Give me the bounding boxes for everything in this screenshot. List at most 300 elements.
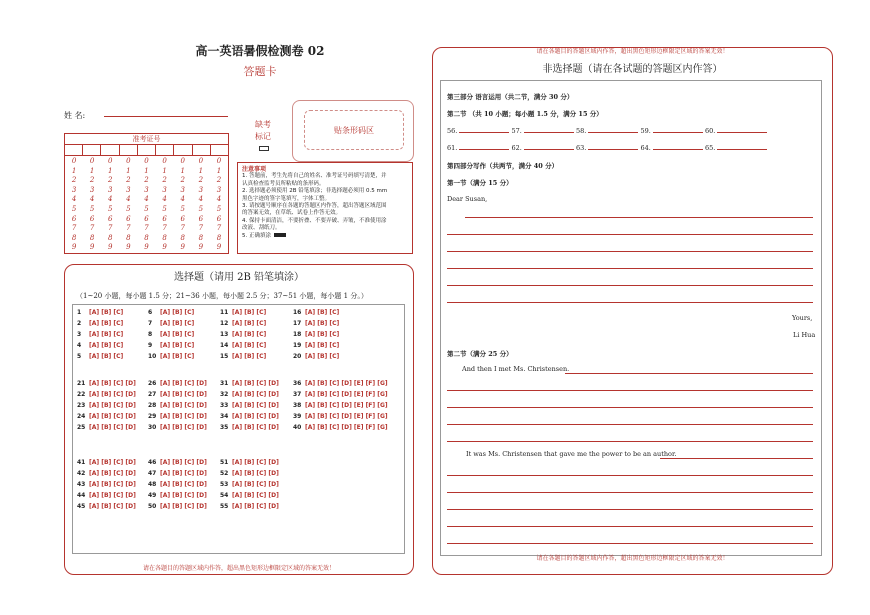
choice-item[interactable]: [148, 391, 207, 398]
choice-item-options[interactable]: [A] [B] [C] [D]: [232, 503, 279, 510]
choice-item[interactable]: [220, 459, 279, 466]
exam-id-cell[interactable]: [101, 145, 119, 155]
choice-item[interactable]: [77, 413, 136, 420]
exam-id-digit-bubble[interactable]: 2: [180, 176, 185, 185]
choice-item-options[interactable]: [A] [B] [C] [D]: [89, 402, 136, 409]
writing-line[interactable]: [565, 373, 813, 374]
choice-item[interactable]: [77, 391, 136, 398]
choice-item[interactable]: [77, 331, 123, 338]
choice-item[interactable]: [148, 320, 194, 327]
choice-item-options[interactable]: [A] [B] [C]: [160, 342, 195, 349]
choice-item[interactable]: [293, 424, 388, 431]
exam-id-digit-bubble[interactable]: 9: [108, 243, 113, 252]
choice-item-options[interactable]: [A] [B] [C] [D]: [160, 459, 207, 466]
part4-heading: 第四部分写作（共两节，满分 40 分）: [447, 162, 559, 170]
blank-line[interactable]: [588, 132, 638, 133]
choice-item-options[interactable]: [A] [B] [C] [D]: [89, 503, 136, 510]
choice-item[interactable]: [220, 331, 266, 338]
choice-item[interactable]: [148, 424, 207, 431]
exam-id-digit-bubble[interactable]: 9: [126, 243, 131, 252]
choice-item[interactable]: [220, 503, 279, 510]
blank-line[interactable]: [524, 149, 574, 150]
exam-id-digit-bubble[interactable]: 7: [144, 224, 149, 233]
choice-item[interactable]: [220, 320, 266, 327]
choice-item-options[interactable]: [A] [B] [C]: [89, 331, 124, 338]
blank-line[interactable]: [524, 132, 574, 133]
exam-id-digit-bubble[interactable]: 8: [89, 233, 95, 242]
choice-item-options[interactable]: [A] [B] [C] [D]: [232, 380, 279, 387]
notice-title: 注意事项: [242, 166, 267, 173]
exam-id-digit-bubble[interactable]: 6: [162, 214, 167, 223]
choice-item[interactable]: [293, 402, 388, 409]
choice-item[interactable]: [148, 402, 207, 409]
blank-line[interactable]: [717, 149, 767, 150]
exam-id-digit-bubble[interactable]: 6: [144, 214, 149, 223]
exam-id-digit-bubble[interactable]: 1: [126, 166, 131, 175]
notice-line: 黑色字迹的签字笔填写，字体工整。: [242, 195, 331, 202]
exam-id-grid: [64, 133, 229, 254]
choice-item-options[interactable]: [A] [B] [C] [D]: [160, 492, 207, 499]
part4-section2-heading: 第二节（满分 25 分）: [447, 350, 513, 358]
choice-item[interactable]: [148, 492, 207, 499]
choice-item[interactable]: [220, 391, 279, 398]
choice-item[interactable]: [77, 481, 136, 488]
exam-id-digit-bubble[interactable]: 4: [126, 195, 131, 204]
exam-id-digit-bubble[interactable]: 0: [216, 157, 222, 165]
exam-id-digit-bubble[interactable]: 5: [216, 204, 222, 213]
choice-item-number: 18: [293, 331, 302, 338]
exam-id-digit-bubble[interactable]: 0: [144, 157, 149, 165]
choice-item-options[interactable]: [A] [B] [C]: [232, 342, 267, 349]
choice-item-options[interactable]: [A] [B] [C] [D] [E] [F] [G]: [305, 424, 388, 431]
choice-item-number: 9: [148, 342, 153, 349]
blank-number: 60.: [705, 127, 716, 135]
exam-id-digit-bubble[interactable]: 8: [71, 233, 77, 242]
choice-item-number: 28: [148, 402, 157, 409]
choice-item-number: 14: [220, 342, 229, 349]
exam-id-digit-bubble[interactable]: 5: [198, 204, 204, 213]
choice-item-options[interactable]: [A] [B] [C] [D]: [160, 470, 207, 477]
choice-item[interactable]: [220, 492, 279, 499]
choice-item[interactable]: [148, 413, 207, 420]
exam-id-digit-bubble[interactable]: 5: [89, 204, 95, 213]
choice-item-number: 22: [77, 391, 86, 398]
left-footer-warning: 请在各题目的答题区域内作答，超出黑色矩形边框限定区域的答案无效！: [142, 565, 335, 572]
choice-item[interactable]: [77, 470, 136, 477]
exam-id-digit-bubble[interactable]: 5: [144, 204, 149, 213]
choice-item[interactable]: [220, 470, 279, 477]
choice-item-options[interactable]: [A] [B] [C]: [232, 309, 267, 316]
choice-item[interactable]: [293, 380, 388, 387]
exam-id-digit-bubble[interactable]: 5: [108, 204, 113, 213]
choice-item-options[interactable]: [A] [B] [C] [D]: [160, 402, 207, 409]
exam-id-digit-bubble[interactable]: 4: [108, 195, 113, 204]
choice-item-number: 51: [220, 459, 229, 466]
choice-item-options[interactable]: [A] [B] [C]: [89, 309, 124, 316]
choice-item-number: 37: [293, 391, 302, 398]
exam-id-digit-bubble[interactable]: 0: [198, 157, 204, 165]
exam-id-digit-bubble[interactable]: 6: [216, 214, 222, 223]
exam-id-cell[interactable]: [83, 145, 101, 155]
choice-item-options[interactable]: [A] [B] [C]: [305, 331, 340, 338]
right-footer-warning: 请在各题目的答题区域内作答，超出黑色矩形边框限定区域的答案无效！: [536, 555, 729, 562]
exam-id-digit-bubble[interactable]: 2: [198, 176, 204, 185]
continuation-para2-start: It was Ms. Christensen that gave me the power to be an author.: [466, 450, 677, 458]
choice-item-options[interactable]: [A] [B] [C]: [160, 309, 195, 316]
choice-item[interactable]: [220, 424, 279, 431]
exam-id-digit-bubble[interactable]: 1: [108, 166, 113, 175]
writing-line[interactable]: [447, 543, 813, 544]
choice-item-number: 29: [148, 413, 157, 420]
blank-number: 59.: [640, 127, 651, 135]
exam-id-digit-column: [83, 157, 101, 253]
notice-box: [237, 162, 413, 254]
choice-item[interactable]: [148, 331, 194, 338]
choice-section-title: 选择题（请用 2B 铅笔填涂）: [173, 272, 305, 283]
choice-item-options[interactable]: [A] [B] [C] [D]: [160, 481, 207, 488]
choice-item-options[interactable]: [A] [B] [C]: [305, 309, 340, 316]
choice-item-number: 23: [77, 402, 86, 409]
choice-item[interactable]: [293, 413, 388, 420]
exam-id-digit-bubble[interactable]: 8: [180, 233, 185, 242]
exam-id-cell[interactable]: [138, 145, 156, 155]
exam-id-label: 准考证号: [65, 134, 228, 145]
choice-item[interactable]: [77, 503, 136, 510]
exam-id-digit-bubble[interactable]: 1: [198, 166, 204, 175]
choice-item[interactable]: [148, 481, 207, 488]
choice-item-options[interactable]: [A] [B] [C] [D]: [89, 424, 136, 431]
exam-id-digit-column: [137, 157, 155, 253]
choice-item-number: 39: [293, 413, 302, 420]
writing-line[interactable]: [447, 441, 813, 442]
choice-item[interactable]: [293, 331, 339, 338]
exam-id-digit-bubble[interactable]: 5: [180, 204, 185, 213]
choice-item-options[interactable]: [A] [B] [C] [D] [E] [F] [G]: [305, 413, 388, 420]
exam-id-digit-column: [156, 157, 174, 253]
choice-item-options[interactable]: [A] [B] [C] [D]: [232, 402, 279, 409]
missing-mark-box[interactable]: [259, 146, 269, 151]
choice-item[interactable]: [77, 342, 123, 349]
exam-id-digit-bubble[interactable]: 3: [71, 185, 77, 194]
choice-item-options[interactable]: [A] [B] [C] [D]: [232, 424, 279, 431]
exam-id-digit-column: [210, 157, 228, 253]
exam-id-digit-bubble[interactable]: 8: [126, 233, 131, 242]
exam-id-cell[interactable]: [65, 145, 83, 155]
blank-number: 58.: [576, 127, 587, 135]
exam-id-digit-bubble[interactable]: 4: [198, 195, 204, 204]
exam-id-digit-bubble[interactable]: 2: [144, 176, 149, 185]
exam-id-digit-bubble[interactable]: 8: [144, 233, 149, 242]
exam-id-digit-bubble[interactable]: 9: [198, 243, 204, 252]
exam-id-digit-bubble[interactable]: 6: [89, 214, 95, 223]
choice-item[interactable]: [77, 424, 136, 431]
choice-item-options[interactable]: [A] [B] [C]: [232, 331, 267, 338]
choice-item[interactable]: [148, 309, 194, 316]
choice-item-options[interactable]: [A] [B] [C] [D]: [160, 391, 207, 398]
exam-id-digit-bubble[interactable]: 7: [71, 224, 77, 233]
choice-item[interactable]: [293, 309, 339, 316]
choice-item-number: 24: [77, 413, 86, 420]
exam-id-digit-bubble[interactable]: 8: [162, 233, 167, 242]
exam-id-cell[interactable]: [211, 145, 228, 155]
exam-id-digit-bubble[interactable]: 2: [126, 176, 131, 185]
choice-item-options[interactable]: [A] [B] [C]: [160, 353, 195, 360]
exam-id-digit-bubble[interactable]: 4: [180, 195, 185, 204]
blank-line[interactable]: [459, 132, 509, 133]
name-field[interactable]: [104, 116, 228, 117]
choice-item[interactable]: [220, 342, 266, 349]
choice-item[interactable]: [77, 459, 136, 466]
exam-id-digit-bubble[interactable]: 3: [126, 185, 131, 194]
exam-id-digit-column: [65, 157, 83, 253]
notice-line: 2. 选择题必须使用 2B 铅笔填涂；非选择题必须用 0.5 mm: [242, 188, 388, 195]
exam-id-digit-bubble[interactable]: 3: [180, 185, 185, 194]
exam-id-digit-bubble[interactable]: 4: [144, 195, 149, 204]
exam-id-digit-bubble[interactable]: 1: [162, 166, 167, 175]
writing-line[interactable]: [447, 390, 813, 391]
exam-id-digit-column: [192, 157, 210, 253]
barcode-area: 贴条形码区: [304, 110, 404, 150]
choice-item-options[interactable]: [A] [B] [C] [D] [E] [F] [G]: [305, 402, 388, 409]
exam-id-digit-bubble[interactable]: 4: [216, 195, 222, 204]
choice-item-options[interactable]: [A] [B] [C] [D]: [89, 492, 136, 499]
exam-id-digit-bubble[interactable]: 8: [108, 233, 113, 242]
choice-item-options[interactable]: [A] [B] [C] [D]: [232, 413, 279, 420]
blank-line[interactable]: [717, 132, 767, 133]
choice-item[interactable]: [77, 380, 136, 387]
missing-mark-label: [248, 119, 278, 143]
choice-item[interactable]: [148, 503, 207, 510]
exam-id-digit-bubble[interactable]: 0: [126, 157, 131, 165]
exam-id-digit-bubble[interactable]: 6: [198, 214, 204, 223]
exam-id-digit-bubble[interactable]: 7: [108, 224, 113, 233]
exam-id-digit-bubble[interactable]: 0: [71, 157, 77, 165]
choice-item[interactable]: [220, 309, 266, 316]
exam-id-digit-bubble[interactable]: 5: [71, 204, 77, 213]
choice-item[interactable]: [148, 459, 207, 466]
choice-item-number: 8: [148, 331, 153, 338]
choice-item-options[interactable]: [A] [B] [C] [D]: [160, 424, 207, 431]
choice-item-number: 42: [77, 470, 86, 477]
exam-id-digit-bubble[interactable]: 9: [216, 243, 222, 252]
choice-item[interactable]: [148, 353, 194, 360]
writing-line[interactable]: [447, 526, 813, 527]
choice-item[interactable]: [148, 380, 207, 387]
blank-line[interactable]: [459, 149, 509, 150]
exam-id-digit-bubble[interactable]: 4: [71, 195, 77, 204]
exam-id-digit-column: [119, 157, 137, 253]
exam-id-digit-bubble[interactable]: 8: [198, 233, 204, 242]
blank-row-1: [447, 127, 767, 135]
choice-item-options[interactable]: [A] [B] [C] [D]: [232, 492, 279, 499]
exam-id-digit-bubble[interactable]: 6: [71, 214, 77, 223]
exam-id-digit-bubble[interactable]: 3: [144, 185, 149, 194]
exam-id-digit-bubble[interactable]: 4: [162, 195, 167, 204]
choice-item-options[interactable]: [A] [B] [C] [D]: [232, 459, 279, 466]
writing-line[interactable]: [447, 302, 813, 303]
writing-line[interactable]: [447, 234, 813, 235]
choice-item-number: 38: [293, 402, 302, 409]
writing-line[interactable]: [447, 251, 813, 252]
exam-id-digit-bubble[interactable]: 5: [162, 204, 167, 213]
exam-id-digit-bubble[interactable]: 3: [89, 185, 95, 194]
exam-id-digit-bubble[interactable]: 5: [126, 204, 131, 213]
exam-id-digit-bubble[interactable]: 1: [71, 166, 77, 175]
writing-line[interactable]: [447, 509, 813, 510]
exam-id-digit-bubble[interactable]: 6: [180, 214, 185, 223]
writing-line[interactable]: [447, 475, 813, 476]
exam-id-digit-bubble[interactable]: 7: [180, 224, 185, 233]
exam-id-digit-bubble[interactable]: 7: [162, 224, 167, 233]
notice-line: 1. 答题前，考生先将自己的姓名、准考证号码填写清楚，并: [242, 173, 387, 180]
exam-id-digit-bubble[interactable]: 0: [108, 157, 113, 165]
choice-item-options[interactable]: [A] [B] [C]: [305, 320, 340, 327]
choice-item-options[interactable]: [A] [B] [C]: [89, 320, 124, 327]
blank-line[interactable]: [653, 149, 703, 150]
exam-id-cell[interactable]: [156, 145, 174, 155]
exam-id-digit-bubble[interactable]: 8: [216, 233, 222, 242]
choice-item[interactable]: [77, 320, 123, 327]
exam-id-digit-bubble[interactable]: 7: [216, 224, 222, 233]
choice-item-options[interactable]: [A] [B] [C] [D]: [232, 481, 279, 488]
choice-item-number: 21: [77, 380, 86, 387]
exam-id-digit-bubble[interactable]: 3: [198, 185, 204, 194]
choice-item[interactable]: [220, 402, 279, 409]
choice-item[interactable]: [293, 353, 339, 360]
letter-signature: Li Hua: [793, 331, 816, 339]
choice-item[interactable]: [77, 353, 123, 360]
choice-item-options[interactable]: [A] [B] [C]: [305, 353, 340, 360]
choice-item-options[interactable]: [A] [B] [C]: [305, 342, 340, 349]
writing-line[interactable]: [447, 424, 813, 425]
choice-item-options[interactable]: [A] [B] [C] [D]: [89, 459, 136, 466]
writing-line[interactable]: [447, 407, 813, 408]
choice-item-options[interactable]: [A] [B] [C] [D]: [232, 391, 279, 398]
choice-item-options[interactable]: [A] [B] [C]: [160, 331, 195, 338]
exam-id-digit-bubble[interactable]: 7: [198, 224, 204, 233]
writing-line[interactable]: [447, 492, 813, 493]
exam-id-digit-bubble[interactable]: 1: [89, 166, 95, 175]
exam-id-digit-bubble[interactable]: 9: [71, 243, 77, 252]
blank-line[interactable]: [653, 132, 703, 133]
choice-item-options[interactable]: [A] [B] [C] [D]: [232, 470, 279, 477]
exam-id-digit-bubble[interactable]: 2: [108, 176, 113, 185]
notice-line: 改液、刮纸刀。: [242, 225, 281, 232]
choice-item-number: 19: [293, 342, 302, 349]
filled-bubble-sample: [274, 233, 286, 237]
exam-id-digit-bubble[interactable]: 2: [71, 176, 77, 185]
writing-line[interactable]: [660, 458, 813, 459]
choice-item-options[interactable]: [A] [B] [C] [D]: [89, 481, 136, 488]
choice-item[interactable]: [220, 380, 279, 387]
blank-number: 57.: [511, 127, 522, 135]
choice-item-number: 49: [148, 492, 157, 499]
blank-number: 61.: [447, 144, 458, 152]
exam-id-digit-bubble[interactable]: 9: [89, 243, 95, 252]
blank-line[interactable]: [588, 149, 638, 150]
choice-item-options[interactable]: [A] [B] [C]: [89, 342, 124, 349]
choice-item[interactable]: [293, 320, 339, 327]
choice-item[interactable]: [220, 481, 279, 488]
exam-id-digit-bubble[interactable]: 1: [216, 166, 222, 175]
choice-item-options[interactable]: [A] [B] [C]: [160, 320, 195, 327]
choice-section-note: （1~20 小题，每小题 1.5 分；21~36 小题，每小题 2.5 分；37~51 小题，每小题 1 分。）: [76, 292, 368, 300]
exam-id-digit-bubble[interactable]: 3: [162, 185, 167, 194]
choice-item[interactable]: [293, 391, 388, 398]
choice-item-number: 36: [293, 380, 302, 387]
choice-item[interactable]: [220, 413, 279, 420]
choice-item-options[interactable]: [A] [B] [C] [D]: [89, 413, 136, 420]
notice-line: 3. 请按题号顺序在各题的答题区内作答，超出答题区域范围: [242, 203, 387, 210]
exam-id-digit-bubble[interactable]: 2: [216, 176, 222, 185]
exam-id-digit-bubble[interactable]: 7: [126, 224, 131, 233]
choice-item-number: 3: [77, 331, 82, 338]
exam-id-digit-bubble[interactable]: 3: [108, 185, 113, 194]
choice-item-options[interactable]: [A] [B] [C] [D]: [89, 391, 136, 398]
exam-id-digit-bubble[interactable]: 0: [162, 157, 167, 165]
choice-item[interactable]: [77, 402, 136, 409]
choice-item[interactable]: [220, 353, 266, 360]
choice-item-options[interactable]: [A] [B] [C]: [89, 353, 124, 360]
choice-item[interactable]: [77, 492, 136, 499]
exam-id-digit-bubble[interactable]: 0: [180, 157, 185, 165]
choice-item-options[interactable]: [A] [B] [C] [D]: [89, 380, 136, 387]
exam-id-cell[interactable]: [120, 145, 138, 155]
choice-item-options[interactable]: [A] [B] [C] [D] [E] [F] [G]: [305, 380, 388, 387]
part3-heading: 第三部分 语言运用（共二节，满分 30 分）: [447, 93, 574, 101]
choice-item-number: 55: [220, 503, 229, 510]
choice-item-options[interactable]: [A] [B] [C] [D]: [160, 413, 207, 420]
choice-item[interactable]: [148, 470, 207, 477]
missing-label-line-1: 缺考: [255, 120, 271, 129]
exam-id-digit-bubble[interactable]: 1: [144, 166, 149, 175]
writing-line[interactable]: [465, 217, 813, 218]
choice-item-number: 7: [148, 320, 153, 327]
exam-id-digit-bubble[interactable]: 3: [216, 185, 222, 194]
exam-id-cell[interactable]: [193, 145, 211, 155]
choice-item-options[interactable]: [A] [B] [C]: [232, 353, 267, 360]
part4-section1-heading: 第一节（满分 15 分）: [447, 179, 513, 187]
choice-item-options[interactable]: [A] [B] [C] [D] [E] [F] [G]: [305, 391, 388, 398]
exam-id-digit-bubble[interactable]: 9: [180, 243, 185, 252]
choice-item-options[interactable]: [A] [B] [C] [D]: [160, 380, 207, 387]
choice-item-options[interactable]: [A] [B] [C] [D]: [160, 503, 207, 510]
choice-item-number: 17: [293, 320, 302, 327]
exam-id-digit-bubble[interactable]: 7: [89, 224, 95, 233]
exam-id-digit-bubble[interactable]: 6: [108, 214, 113, 223]
exam-id-digit-bubble[interactable]: 2: [89, 176, 95, 185]
exam-id-digit-bubble[interactable]: 9: [144, 243, 149, 252]
exam-id-digit-bubble[interactable]: 2: [162, 176, 167, 185]
choice-item-number: 33: [220, 402, 229, 409]
part3-section2-heading: 第二节 （共 10 小题；每小题 1.5 分，满分 15 分）: [447, 110, 603, 118]
exam-id-cell[interactable]: [174, 145, 192, 155]
choice-item[interactable]: [77, 309, 123, 316]
choice-item-options[interactable]: [A] [B] [C] [D]: [89, 470, 136, 477]
writing-line[interactable]: [447, 268, 813, 269]
choice-item[interactable]: [293, 342, 339, 349]
exam-id-digit-bubble[interactable]: 1: [180, 166, 185, 175]
writing-line[interactable]: [447, 285, 813, 286]
choice-item-options[interactable]: [A] [B] [C]: [232, 320, 267, 327]
right-header-warning: 请在各题目的答题区域内作答，超出黑色矩形边框限定区域的答案无效！: [536, 48, 729, 55]
exam-id-digit-bubble[interactable]: 9: [162, 243, 167, 252]
choice-item[interactable]: [148, 342, 194, 349]
exam-id-digit-bubble[interactable]: 4: [89, 195, 95, 204]
exam-id-digit-bubble[interactable]: 6: [126, 214, 131, 223]
exam-id-write-cells: [65, 145, 228, 156]
exam-id-digit-bubble[interactable]: 0: [89, 157, 95, 165]
